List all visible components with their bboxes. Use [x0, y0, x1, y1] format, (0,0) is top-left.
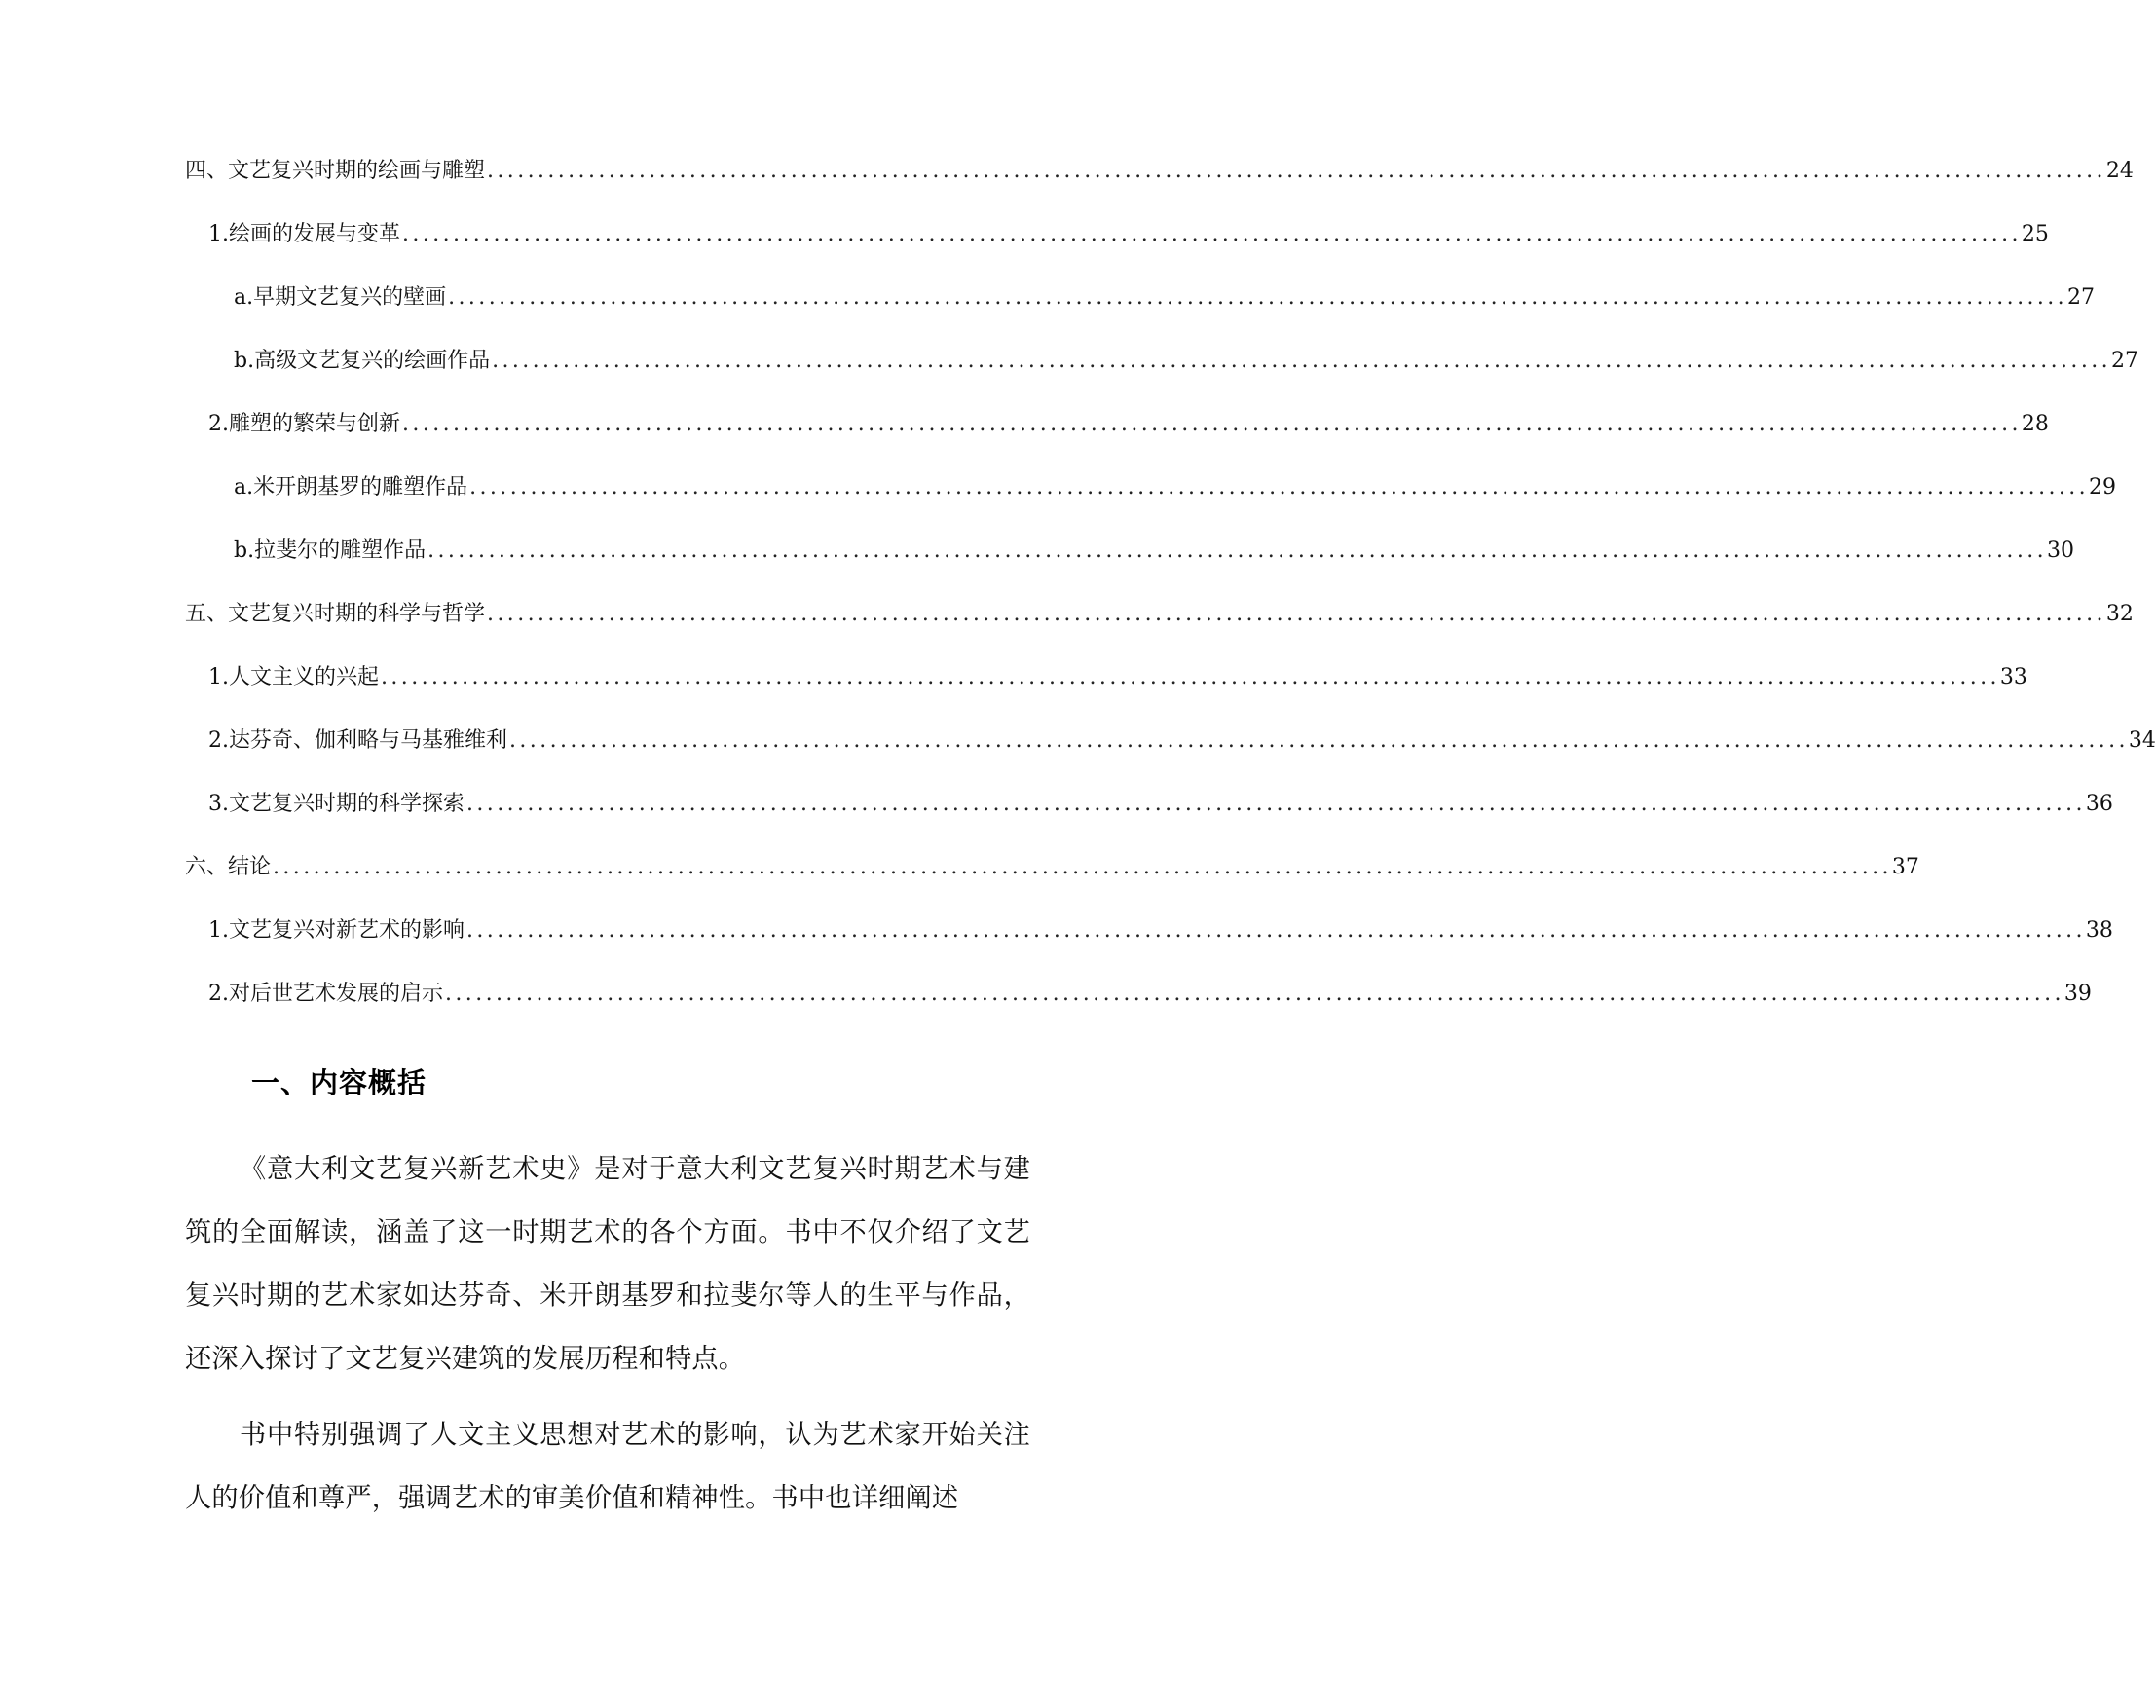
toc-entry[interactable]	[208, 652, 2027, 691]
toc-leader-dots: ................................................................................................................................................................	[448, 285, 2068, 310]
toc-entry[interactable]	[208, 969, 2092, 1008]
toc-entry[interactable]	[185, 842, 1919, 881]
toc-leader-dots: ................................................................................................................................................................	[466, 918, 2086, 943]
toc-entry-label: 文艺复兴对新艺术的影响	[229, 918, 465, 943]
toc-entry-number: 2.	[208, 728, 229, 753]
toc-leader-dots: ................................................................................................................................................................	[273, 855, 1892, 879]
toc-leader-dots: ................................................................................................................................................................	[469, 475, 2090, 500]
toc-entry-label: 五、文艺复兴时期的科学与哲学	[185, 602, 486, 626]
toc-entry-label: 雕塑的繁荣与创新	[229, 412, 401, 436]
toc-page-number: 37	[1891, 855, 1919, 879]
toc-entry-label: 高级文艺复兴的绘画作品	[254, 349, 491, 373]
toc-entry-label: 人文主义的兴起	[229, 665, 380, 689]
toc-entry-label: 达芬奇、伽利略与马基雅维利	[229, 728, 508, 753]
toc-leader-dots: ................................................................................................................................................................	[381, 665, 2000, 689]
toc-leader-dots: ................................................................................................................................................................	[402, 222, 2022, 246]
toc-page-number: 30	[2047, 538, 2074, 563]
toc-leader-dots: ................................................................................................................................................................	[487, 602, 2106, 626]
toc-page-number: 29	[2089, 475, 2117, 500]
toc-page-number: 28	[2021, 412, 2049, 436]
toc-leader-dots: ................................................................................................................................................................	[509, 728, 2129, 753]
toc-page-number: 27	[2111, 349, 2138, 373]
toc-entry[interactable]	[185, 146, 2134, 185]
toc-entry-label: 绘画的发展与变革	[229, 222, 401, 246]
toc-entry[interactable]	[234, 526, 2074, 565]
toc-entry[interactable]	[234, 273, 2096, 312]
toc-entry-label: 六、结论	[185, 855, 272, 879]
section-body	[185, 1137, 1030, 1542]
toc-leader-dots: ................................................................................................................................................................	[466, 792, 2086, 816]
toc-page-number: 36	[2085, 792, 2113, 816]
toc-entry-number: a.	[234, 285, 254, 310]
toc-leader-dots: ................................................................................................................................................................	[402, 412, 2022, 436]
toc-entry[interactable]	[234, 463, 2117, 501]
toc-entry[interactable]	[185, 589, 2134, 628]
toc-entry-number: 1.	[208, 665, 229, 689]
toc-entry[interactable]	[208, 716, 2156, 755]
toc-entry-label: 早期文艺复兴的壁画	[253, 285, 447, 310]
toc-page-number: 34	[2128, 728, 2156, 753]
toc-entry-number: b.	[234, 538, 255, 563]
toc-entry[interactable]	[234, 336, 2138, 375]
toc-page-number: 38	[2085, 918, 2113, 943]
toc-entry-label: 对后世艺术发展的启示	[229, 982, 444, 1006]
toc-leader-dots: ................................................................................................................................................................	[492, 349, 2111, 373]
toc-leader-dots: ................................................................................................................................................................	[487, 159, 2106, 183]
toc-entry[interactable]	[208, 906, 2113, 945]
toc-entry-number: b.	[234, 349, 255, 373]
toc-entry-number: a.	[234, 475, 254, 500]
toc-entry-number: 1.	[208, 222, 229, 246]
toc-entry[interactable]	[208, 779, 2113, 818]
toc-entry-label: 文艺复兴时期的科学探索	[229, 792, 465, 816]
toc-page-number: 27	[2067, 285, 2096, 310]
toc-entry-number: 1.	[208, 918, 229, 943]
body-paragraph: 书中特别强调了人文主义思想对艺术的影响，认为艺术家开始关注人的价值和尊严，强调艺术的审美价值和精神性。书中也详细阐述	[185, 1420, 1030, 1513]
toc-entry-number: 3.	[208, 792, 229, 816]
toc-page-number: 33	[1999, 665, 2027, 689]
toc-entry[interactable]	[208, 209, 2049, 248]
toc-entry-label: 米开朗基罗的雕塑作品	[253, 475, 468, 500]
toc-page-number: 24	[2105, 159, 2134, 183]
toc-page-number: 32	[2105, 602, 2134, 626]
body-paragraph: 《意大利文艺复兴新艺术史》是对于意大利文艺复兴时期艺术与建筑的全面解读，涵盖了这一时期艺术的各个方面。书中不仅介绍了文艺复兴时期的艺术家如达芬奇、米开朗基罗和拉斐尔等人的生平与作品，还深入探讨了文艺复兴建筑的发展历程和特点。	[185, 1154, 1030, 1374]
toc-leader-dots: ................................................................................................................................................................	[427, 538, 2047, 563]
section-heading: 一、内容概括	[251, 1066, 427, 1099]
toc-entry-number: 2.	[208, 982, 229, 1006]
toc-page-number: 25	[2021, 222, 2049, 246]
toc-entry[interactable]	[208, 399, 2049, 438]
toc-entry-label: 四、文艺复兴时期的绘画与雕塑	[185, 159, 486, 183]
toc-leader-dots: ................................................................................................................................................................	[445, 982, 2064, 1006]
toc-entry-number: 2.	[208, 412, 229, 436]
toc-entry-label: 拉斐尔的雕塑作品	[254, 538, 427, 563]
toc-page-number: 39	[2063, 982, 2092, 1006]
